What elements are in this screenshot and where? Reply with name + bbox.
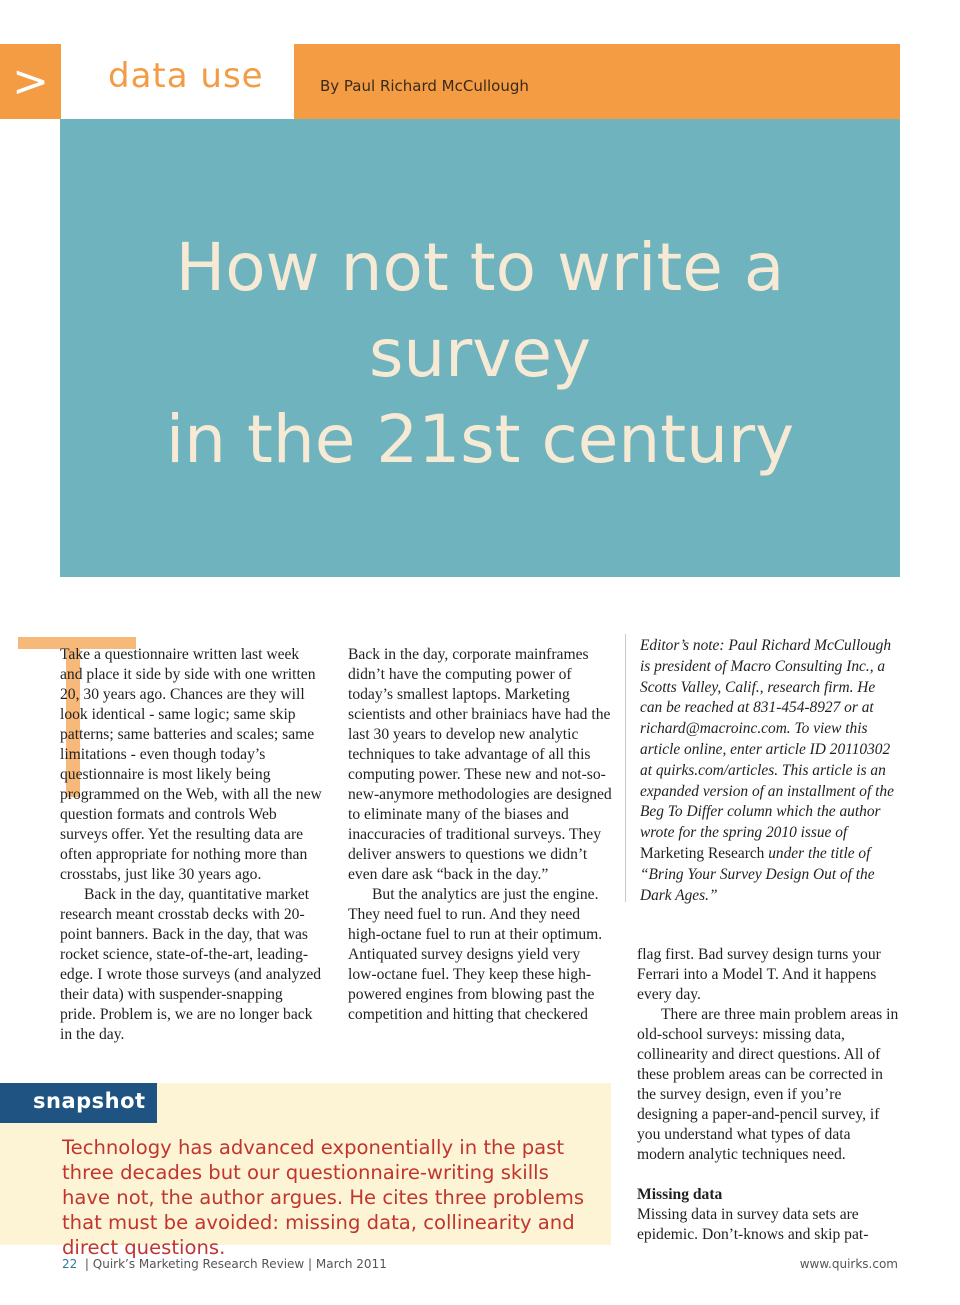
publication-name: Marketing Research: [640, 844, 765, 862]
editors-note: [640, 636, 895, 906]
paragraph: There are three main problem areas in old-school surveys: missing data, collinearity and direct questions. All of these problem areas can be corrected in the survey design, even if you’re designing a paper-and-pencil survey, if you understand what types of data modern analytic techniques need.: [637, 1006, 899, 1163]
footer-publication: | Quirk’s Marketing Research Review | March 2011: [84, 1257, 387, 1271]
snapshot-label: snapshot: [33, 1089, 146, 1113]
editor-note-rule: [625, 634, 626, 902]
paragraph: flag first. Bad survey design turns your Ferrari into a Model T. And it happens every day.: [637, 946, 881, 1003]
article-title: [60, 225, 900, 483]
paragraph: Take a questionnaire written last week and place it side by side with one written 20, 30 years ago. Chances are they will look identical - same logic; same skip patterns; same batteries and scales; same limitations - even though today’s questionnaire is most likely being programmed on the Web, with all the new question formats and controls Web surveys offer. Yet the resulting data are often appropriate for nothing more than crosstabs, just like 30 years ago.: [60, 646, 322, 883]
page-number: 22: [62, 1257, 78, 1271]
body-column-3: [637, 945, 900, 1245]
byline: By Paul Richard McCullough: [320, 77, 529, 95]
paragraph: But the analytics are just the engine. They need fuel to run. And they need high-octane fuel to run at their optimum. Antiquated survey designs yield very low-octane fuel. They keep these high-powered engines from blowing past the competition and hitting that checkered: [348, 886, 603, 1023]
editors-note-text: Editor’s note: Paul Richard McCullough is president of Macro Consulting Inc., a Scotts Valley, Calif., research firm. He can be reached at 831-454-8927 or at richard@macroinc.com. To view this article online, enter article ID 20110302 at quirks.com/articles. This article is an expanded version of an installment of the Beg To Differ column which the author wrote for the spring 2010 issue of: [640, 637, 894, 842]
title-line-2: in the 21st century: [165, 401, 795, 478]
title-line-1: How not to write a survey: [175, 229, 785, 392]
footer-url[interactable]: www.quirks.com: [799, 1257, 898, 1271]
subheading: Missing data: [637, 1186, 723, 1203]
paragraph: Back in the day, quantitative market research meant crosstab decks with 20-point banners. Back in the day, that was rocket science, state-of-the-art, leading-edge. I wrote those surveys (and analyzed their data) with suspender-snapping pride. Problem is, we are no longer back in the day.: [60, 886, 322, 1043]
editors-note-text-end: under the title of “Bring Your Survey Design Out of the Dark Ages.”: [640, 844, 875, 904]
paragraph: Back in the day, corporate mainframes didn’t have the computing power of today’s smallest laptops. Marketing scientists and other brainiacs have had the last 30 years to develop new analytic techniques to take advantage of all this computing power. These new and not-so-new-anymore methodologies are designed to eliminate many of the biases and inaccuracies of traditional surveys. They deliver answers to questions we didn’t even dare ask “back in the day.”: [348, 646, 612, 883]
body-column-2: [348, 645, 612, 1025]
footer-left: [62, 1257, 387, 1271]
paragraph: Missing data in survey data sets are epidemic. Don’t-knows and skip pat-: [637, 1206, 869, 1243]
section-label: data use: [108, 56, 264, 96]
chevron-right-icon: >: [12, 56, 49, 107]
snapshot-text: Technology has advanced exponentially in the past three decades but our questionnaire-writing skills have not, the author argues. He cites three problems that must be avoided: missing data, collinearity and direct questions.: [62, 1136, 585, 1259]
body-column-1: [60, 645, 322, 1045]
